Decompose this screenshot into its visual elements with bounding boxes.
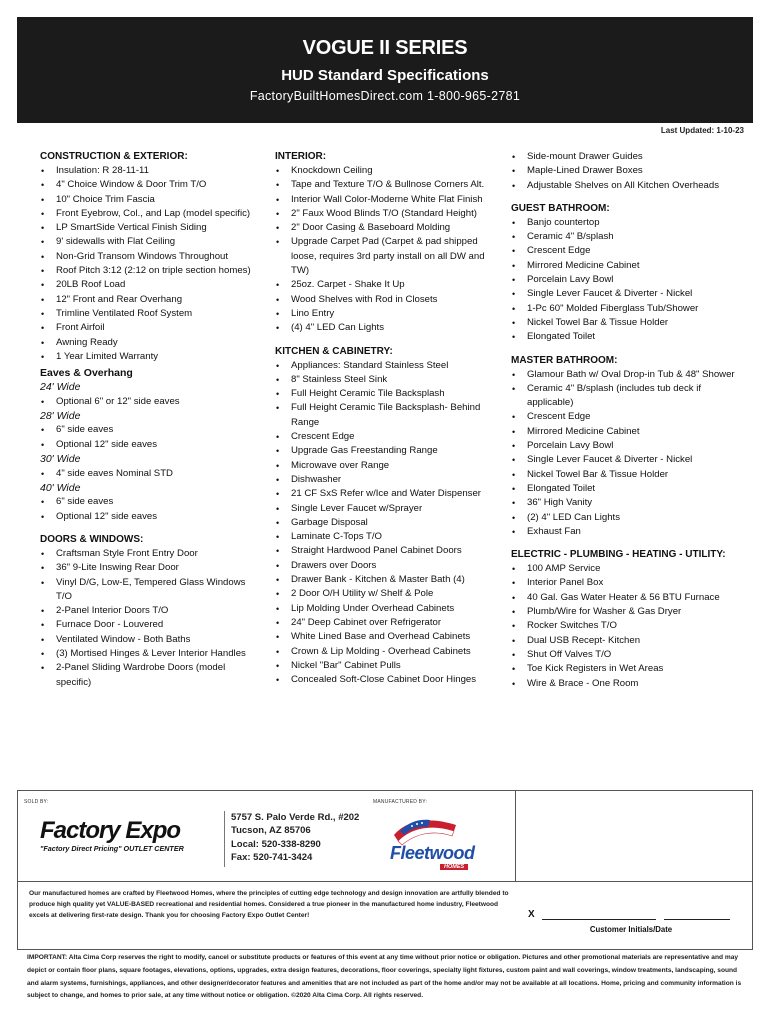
eaves-group-list — [40, 395, 262, 409]
list-item: • 36" 9-Lite Inswing Rear Door — [40, 561, 262, 575]
list-item: • (2) 4" LED Can Lights — [511, 511, 739, 525]
list-item: • Upgrade Carpet Pad (Carpet & pad shipped loose, requires 3rd party install on all DW and TW) — [275, 235, 500, 278]
list-item: • White Lined Base and Overhead Cabinets — [275, 630, 500, 644]
series-subtitle: HUD Standard Specifications — [281, 67, 489, 84]
list-item: • Craftsman Style Front Entry Door — [40, 547, 262, 561]
list-item: • Microwave over Range — [275, 459, 500, 473]
list-item: • 2-Panel Sliding Wardrobe Doors (model specific) — [40, 661, 262, 690]
kitchen-title: KITCHEN & CABINETRY: — [275, 345, 393, 357]
list-item: • Wood Shelves with Rod in Closets — [275, 293, 500, 307]
eaves-title: Eaves & Overhang — [40, 367, 133, 380]
master-bath-title: MASTER BATHROOM: — [511, 354, 618, 366]
interior-list — [275, 164, 500, 336]
list-item: • Ceramic 4" B/splash — [511, 230, 739, 244]
list-item: • Lino Entry — [275, 307, 500, 321]
list-item: • Interior Wall Color-Moderne White Flat Finish — [275, 193, 500, 207]
list-item: • Awning Ready — [40, 336, 262, 350]
list-item: • Banjo countertop — [511, 216, 739, 230]
list-item: • Knockdown Ceiling — [275, 164, 500, 178]
list-item: • Exhaust Fan — [511, 525, 739, 539]
list-item: • Laminate C-Tops T/O — [275, 530, 500, 544]
electric-list — [511, 562, 739, 691]
list-item: • LP SmartSide Vertical Finish Siding — [40, 221, 262, 235]
master-bath-list — [511, 368, 739, 540]
list-item: • Drawers over Doors — [275, 559, 500, 573]
guest-bath-list — [511, 216, 739, 345]
kitchen-cont-list — [511, 150, 739, 193]
list-item: • Plumb/Wire for Washer & Gas Dryer — [511, 605, 739, 619]
list-item: • Concealed Soft-Close Cabinet Door Hinges — [275, 673, 500, 687]
list-item: • Full Height Ceramic Tile Backsplash- Behind Range — [275, 401, 500, 430]
list-item: • Optional 12" side eaves — [40, 510, 262, 524]
list-item: • Trimline Ventilated Roof System — [40, 307, 262, 321]
fleetwood-logo-text: Fleetwood — [390, 843, 475, 863]
list-item: • 10" Choice Trim Fascia — [40, 193, 262, 207]
address-line: Fax: 520-741-3424 — [231, 851, 313, 863]
list-item: • Interior Panel Box — [511, 576, 739, 590]
flag-icon — [390, 813, 460, 847]
list-item: • 4" side eaves Nominal STD — [40, 467, 262, 481]
list-item: • 9' sidewalls with Flat Ceiling — [40, 235, 262, 249]
eaves-group-list — [40, 423, 262, 452]
address-line: 5757 S. Palo Verde Rd., #202 — [231, 812, 360, 823]
sign-x: X — [528, 909, 535, 920]
important-notice — [27, 952, 743, 1003]
column-3 — [511, 150, 739, 691]
list-item: • Front Airfoil — [40, 321, 262, 335]
eaves-group-list — [40, 495, 262, 524]
factory-expo-logo-text: Factory Expo — [40, 817, 181, 844]
list-item: • Mirrored Medicine Cabinet — [511, 425, 739, 439]
eaves-group-list — [40, 467, 262, 481]
list-item: • Drawer Bank - Kitchen & Master Bath (4) — [275, 573, 500, 587]
list-item: • 1-Pc 60" Molded Fiberglass Tub/Shower — [511, 302, 739, 316]
list-item: • 2" Faux Wood Blinds T/O (Standard Height) — [275, 207, 500, 221]
list-item: • Elongated Toilet — [511, 482, 739, 496]
list-item: • Crescent Edge — [511, 244, 739, 258]
list-item: • Crown & Lip Molding - Overhead Cabinets — [275, 645, 500, 659]
construction-title: CONSTRUCTION & EXTERIOR: — [40, 151, 188, 162]
list-item: • Side-mount Drawer Guides — [511, 150, 739, 164]
list-item: • Ceramic 4" B/splash (includes tub deck if applicable) — [511, 382, 739, 411]
guest-bath-title: GUEST BATHROOM: — [511, 202, 610, 214]
list-item: • Vinyl D/G, Low-E, Tempered Glass Windows T/O — [40, 576, 262, 605]
list-item: • 12" Front and Rear Overhang — [40, 293, 262, 307]
footer-box — [17, 790, 753, 950]
column-1 — [40, 150, 262, 690]
list-item: • Optional 12" side eaves — [40, 438, 262, 452]
list-item: • Crescent Edge — [275, 430, 500, 444]
list-item: • 100 AMP Service — [511, 562, 739, 576]
contact-line: FactoryBuiltHomesDirect.com 1-800-965-2781 — [249, 89, 521, 103]
important-text: Alta Cima Corp reserves the right to modify, cancel or substitute products or features of this event at any time without prior notice or obligation. Pictures and other promotional materials are representative and may depict or contain floor plans, square footages, elevations, options, upgrades, extra design features, decorations, floor coverings, specialty light fixtures, custom paint and wall coverings, window treatments, landscaping, sound and alarm systems, furnishings, appliances, and other designer/decorator features and amenities that are not included as part of the home and/or may not be available at all locations. Home, pricing and community information is subject to change, and homes to prior sale, at any time without notice or obligation. ©2020 Alta Cima Corp. All rights reserved. — [27, 954, 742, 1000]
list-item: • Glamour Bath w/ Oval Drop-in Tub & 48" Shower — [511, 368, 739, 382]
factory-expo-logo — [40, 817, 190, 867]
customer-initials-caption: Customer Initials/Date — [589, 925, 673, 934]
list-item: • Nickel Towel Bar & Tissue Holder — [511, 468, 739, 482]
list-item: • Garbage Disposal — [275, 516, 500, 530]
electric-title: ELECTRIC - PLUMBING - HEATING - UTILITY: — [511, 549, 726, 561]
list-item: • 6" side eaves — [40, 495, 262, 509]
eaves-group-label: 24' Wide — [40, 381, 81, 394]
factory-expo-tagline: "Factory Direct Pricing" OUTLET CENTER — [40, 844, 184, 853]
list-item: • Appliances: Standard Stainless Steel — [275, 359, 500, 373]
construction-list — [40, 164, 262, 364]
list-item: • Nickel Towel Bar & Tissue Holder — [511, 316, 739, 330]
list-item: • Dishwasher — [275, 473, 500, 487]
list-item: • 4" Choice Window & Door Trim T/O — [40, 178, 262, 192]
list-item: • Maple-Lined Drawer Boxes — [511, 164, 739, 178]
interior-title: INTERIOR: — [275, 151, 327, 162]
list-item: • Full Height Ceramic Tile Backsplash — [275, 387, 500, 401]
important-label: IMPORTANT: — [27, 954, 68, 961]
list-item: • Tape and Texture T/O & Bullnose Corners Alt. — [275, 178, 500, 192]
kitchen-list — [275, 359, 500, 688]
list-item: • 2" Door Casing & Baseboard Molding — [275, 221, 500, 235]
list-item: • Elongated Toilet — [511, 330, 739, 344]
list-item: • Ventilated Window - Both Baths — [40, 633, 262, 647]
date-line — [664, 919, 730, 920]
list-item: • Non-Grid Transom Windows Throughout — [40, 250, 262, 264]
list-item: • Mirrored Medicine Cabinet — [511, 259, 739, 273]
list-item: • 1 Year Limited Warranty — [40, 350, 262, 364]
list-item: • Rocker Switches T/O — [511, 619, 739, 633]
list-item: • 2-Panel Interior Doors T/O — [40, 604, 262, 618]
header-banner — [17, 17, 753, 123]
list-item: • (3) Mortised Hinges & Lever Interior Handles — [40, 647, 262, 661]
list-item: • 20LB Roof Load — [40, 278, 262, 292]
list-item: • Adjustable Shelves on All Kitchen Overheads — [511, 179, 739, 193]
initials-line — [542, 919, 656, 920]
list-item: • (4) 4" LED Can Lights — [275, 321, 500, 335]
doors-title: DOORS & WINDOWS: — [40, 533, 144, 545]
list-item: • Porcelain Lavy Bowl — [511, 439, 739, 453]
list-item: • Dual USB Recept- Kitchen — [511, 634, 739, 648]
list-item: • Lip Molding Under Overhead Cabinets — [275, 602, 500, 616]
list-item: • Crescent Edge — [511, 410, 739, 424]
list-item: • Furnace Door - Louvered — [40, 618, 262, 632]
eaves-group-label: 28' Wide — [40, 409, 81, 422]
list-item: • Wire & Brace - One Room — [511, 677, 739, 691]
list-item: • 2 Door O/H Utility w/ Shelf & Pole — [275, 587, 500, 601]
address-line: Local: 520-338-8290 — [231, 838, 321, 850]
list-item: • Optional 6" or 12" side eaves — [40, 395, 262, 409]
list-item: • Roof Pitch 3:12 (2:12 on triple section homes) — [40, 264, 262, 278]
list-item: • 6" side eaves — [40, 423, 262, 437]
list-item: • Shut Off Valves T/O — [511, 648, 739, 662]
list-item: • 24" Deep Cabinet over Refrigerator — [275, 616, 500, 630]
manufactured-by-label: MANUFACTURED BY: — [373, 799, 428, 805]
dealer-address — [231, 811, 359, 864]
list-item: • Nickel "Bar" Cabinet Pulls — [275, 659, 500, 673]
list-item: • Straight Hardwood Panel Cabinet Doors — [275, 544, 500, 558]
list-item: • 40 Gal. Gas Water Heater & 56 BTU Furnace — [511, 591, 739, 605]
list-item: • Single Lever Faucet w/Sprayer — [275, 502, 500, 516]
eaves-group-label: 40' Wide — [40, 481, 81, 494]
disclaimer-text: Our manufactured homes are crafted by Fleetwood Homes, where the principles of cutting edge technology and design innovation are artfully blended to produce high quality yet VALUE-BASED recreational and residential homes. Considered a true pioneer in the manufactured home industry, Fleetwood excels at delivering first-rate design. Thank you for choosing Factory Expo Outlet Center! — [29, 890, 509, 919]
sold-by-label: SOLD BY: — [24, 799, 49, 805]
list-item: • Toe Kick Registers in Wet Areas — [511, 662, 739, 676]
eaves-group-label: 30' Wide — [40, 453, 81, 466]
series-title: VOGUE II SERIES — [302, 37, 468, 59]
fleetwood-logo — [390, 813, 490, 871]
list-item: • Insulation: R 28-11-11 — [40, 164, 262, 178]
list-item: • Porcelain Lavy Bowl — [511, 273, 739, 287]
list-item: • 8" Stainless Steel Sink — [275, 373, 500, 387]
list-item: • Upgrade Gas Freestanding Range — [275, 444, 500, 458]
address-line: Tucson, AZ 85706 — [231, 825, 311, 837]
last-updated: Last Updated: 1-10-23 — [660, 126, 744, 135]
list-item: • Single Lever Faucet & Diverter - Nickel — [511, 287, 739, 301]
list-item: • 21 CF SxS Refer w/Ice and Water Dispenser — [275, 487, 500, 501]
list-item: • 25oz. Carpet - Shake It Up — [275, 278, 500, 292]
list-item: • 36" High Vanity — [511, 496, 739, 510]
fleetwood-homes-text: HOMES — [440, 864, 468, 870]
column-2 — [275, 150, 500, 687]
list-item: • Single Lever Faucet & Diverter - Nickel — [511, 453, 739, 467]
list-item: • Front Eyebrow, Col., and Lap (model specific) — [40, 207, 262, 221]
doors-list — [40, 547, 262, 690]
